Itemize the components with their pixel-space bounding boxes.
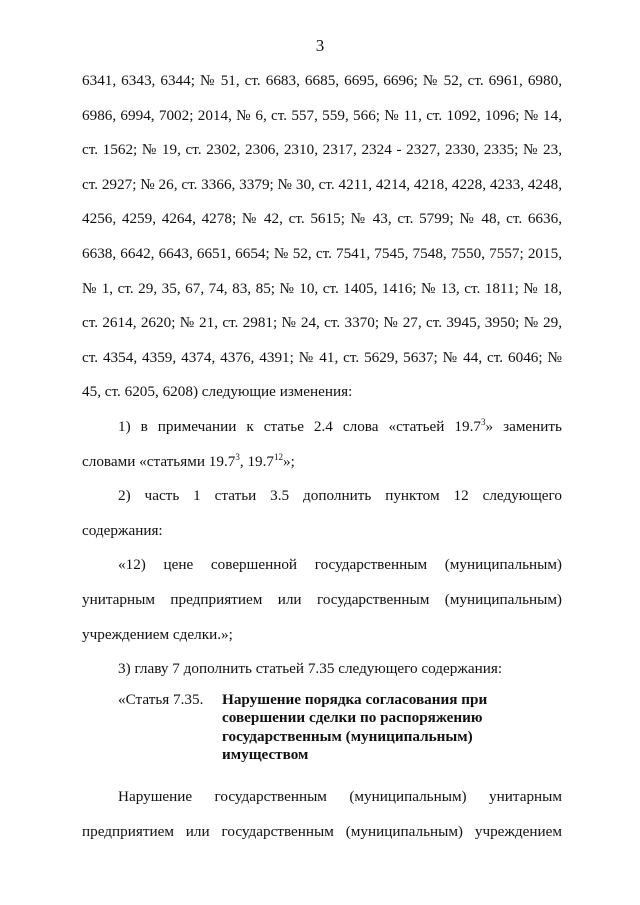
document-body [82,64,562,850]
article-text: Нарушение государственным (муниципальным) унитарным предприятием или государственным (муниципальным) учреждением [82,788,562,840]
article-label: «Статья 7.35. [118,690,204,708]
amendment-item-2: 2) часть 1 статьи 3.5 дополнить пунктом 12 следующего содержания: [82,487,562,539]
amendment-item-1: 1) в примечании к статье 2.4 слова «статьей 19.7$^3$» заменить словами «статьями 19.7$^3$, 19.7$^{12}$»; [82,416,562,470]
page-number: 3 [315,36,325,55]
article-title: Нарушение порядка согласования при совершении сделки по распоряжению государственным (муниципальным) имуществом [222,690,488,763]
citations-paragraph: 6341, 6343, 6344; № 51, ст. 6683, 6685, 6695, 6696; № 52, ст. 6961, 6980, 6986, 6994, 7002; 2014, № 6, ст. 557, 559, 566; № 11, ст. 1092, 1096; № 14, ст. 1562; № 19, ст. 2302, 2306, 2310, 2317, 2324 - 2327, 2330, 2335; № 23, ст. 2927; № 26, ст. 3366, 3379; № 30, ст. 4211, 4214, 4218, 4228, 4233, 4248, 4256, 4259, 4264, 4278; № 42, ст. 5615; № 43, ст. 5799; № 48, ст. 6636, 6638, 6642, 6643, 6651, 6654; № 52, ст. 7541, 7545, 7548, 7550, 7557; 2015, № 1, ст. 29, 35, 67, 74, 83, 85; № 10, ст. 1405, 1416; № 13, ст. 1811; № 18, ст. 2614, 2620; № 21, ст. 2981; № 24, ст. 3370; № 27, ст. 3945, 3950; № 29, ст. 4354, 4359, 4374, 4376, 4391; № 41, ст. 5629, 5637; № 44, ст. 6046; № 45, ст. 6205, 6208) следующие изменения: [82,72,562,401]
amendment-item-3: 3) главу 7 дополнить статьей 7.35 следующего содержания: [118,660,503,678]
article-heading [82,691,562,765]
amendment-item-2-quote: «12) цене совершенной государственным (муниципальным) унитарным предприятием или государственным (муниципальным) учреждением сделки.»; [82,556,562,643]
